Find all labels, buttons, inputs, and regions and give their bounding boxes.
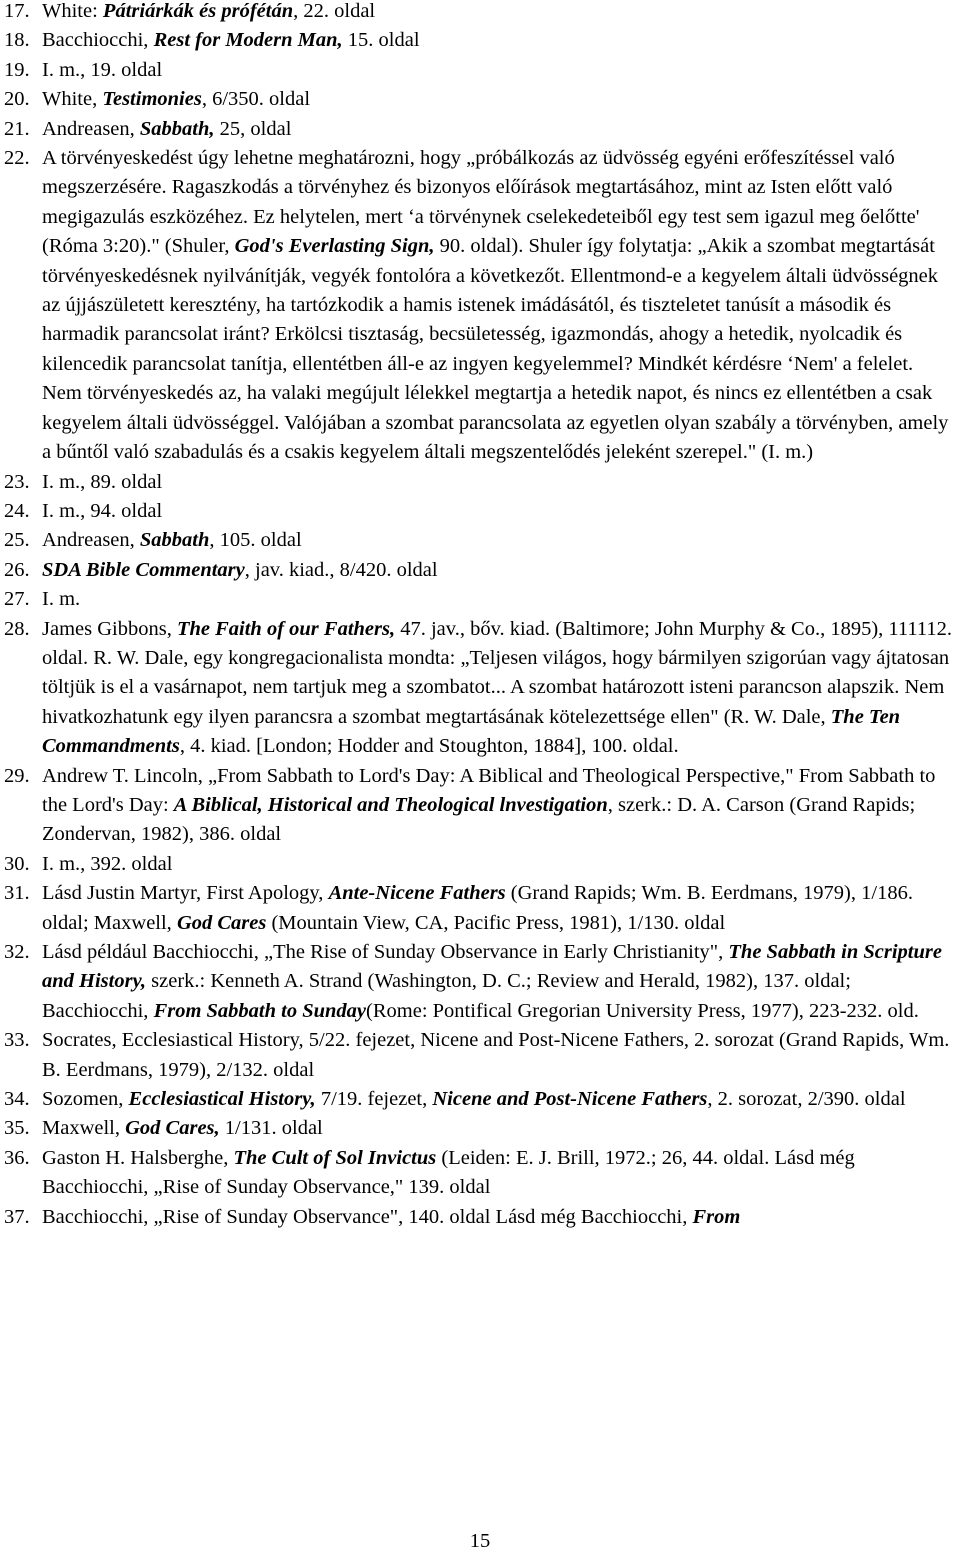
endnote-text: [42, 526, 956, 555]
endnote-number: 27.: [4, 588, 30, 611]
endnote-text: [42, 0, 956, 26]
endnote-text: [42, 1144, 956, 1203]
endnote-text-run: Lásd Justin Martyr, First Apology,: [42, 882, 329, 905]
endnote-text-run: szerk.: Kenneth A. Strand (Washington, D. C.; Review and Herald, 1982), 137. oldal; Bacchiocchi,: [42, 970, 851, 1022]
endnote-text-run: Gaston H. Halsberghe,: [42, 1146, 234, 1169]
endnote-number: 18.: [4, 29, 30, 52]
endnote-text-run: , 2. sorozat, 2/390. oldal: [707, 1088, 906, 1111]
endnote-title-run: A Biblical, Historical and Theological lnvestigation: [173, 793, 608, 816]
endnote-item: [4, 1085, 956, 1114]
endnote-title-run: Ecclesiastical History,: [128, 1088, 316, 1111]
endnote-text: [42, 56, 956, 85]
endnote-title-run: The Cult of Sol Invictus: [233, 1146, 437, 1169]
endnote-number: 20.: [4, 88, 30, 111]
endnote-text: [42, 468, 956, 497]
endnote-title-run: Rest for Modern Man,: [153, 29, 343, 52]
endnote-text-run: , 6/350. oldal: [201, 88, 311, 111]
endnote-text-run: Socrates, Ecclesiastical History, 5/22. fejezet, Nicene and Post-Nicene Fathers, 2. sorozat (Grand Rapids, Wm. B. Eerdmans, 1979), 2/132. oldal: [42, 1029, 950, 1081]
endnote-number: 25.: [4, 529, 30, 552]
endnote-item: [4, 615, 956, 762]
endnote-text: [42, 497, 956, 526]
endnote-text-run: I. m., 94. oldal: [42, 499, 163, 522]
endnote-text: [42, 144, 956, 467]
endnote-number: 37.: [4, 1205, 30, 1228]
endnote-number: 29.: [4, 764, 30, 787]
endnote-item: [4, 879, 956, 938]
endnote-item: [4, 0, 956, 26]
endnote-text-run: I. m., 392. oldal: [42, 852, 173, 875]
endnote-number: 28.: [4, 617, 30, 640]
endnote-text-run: , szerk.: D. A. Carson (Grand Rapids; Zondervan, 1982), 386. oldal: [42, 793, 916, 846]
endnote-item: [4, 1144, 956, 1203]
endnote-item: [4, 585, 956, 614]
endnote-item: [4, 26, 956, 55]
endnote-number: 32.: [4, 941, 30, 963]
endnote-title-run: God's Everlasting Sign,: [234, 235, 435, 258]
endnote-text: [42, 85, 956, 114]
endnote-text-run: I. m.: [42, 588, 81, 611]
endnote-text: [42, 615, 956, 762]
endnote-text-run: Andreasen,: [42, 529, 140, 552]
endnote-title-run: Ante-Nicene Fathers: [328, 882, 506, 905]
endnote-text: [42, 26, 956, 55]
endnote-text-run: 15. oldal: [342, 29, 420, 52]
endnote-item: [4, 938, 956, 1026]
endnote-text-run: (Rome: Pontifical Gregorian University Press, 1977), 223-232. old.: [366, 999, 919, 1022]
endnote-item: [4, 850, 956, 879]
endnote-item: [4, 1026, 956, 1085]
endnote-number: 23.: [4, 470, 30, 493]
endnote-text-run: Sozomen,: [42, 1088, 129, 1111]
endnote-title-run: The Faith of our Fathers,: [176, 617, 396, 640]
endnote-number: 33.: [4, 1029, 30, 1052]
endnote-title-run: Nicene and Post-Nicene Fathers: [432, 1088, 708, 1111]
endnote-text-run: I. m., 89. oldal: [42, 470, 163, 493]
endnote-title-run: God Cares: [176, 911, 267, 934]
endnote-number: 36.: [4, 1146, 30, 1169]
endnote-text: [42, 850, 956, 879]
endnote-text-run: Maxwell,: [42, 1117, 126, 1140]
endnote-number: 22.: [4, 147, 30, 170]
endnote-text-run: , 105. oldal: [209, 529, 302, 552]
endnote-item: [4, 556, 956, 585]
endnote-text-run: Lásd például Bacchiocchi, „The Rise of Sunday Observance in Early Christianity",: [42, 941, 729, 963]
endnote-text: [42, 585, 956, 614]
endnote-item: [4, 526, 956, 555]
endnote-text-run: 1/131. oldal: [219, 1117, 323, 1140]
endnote-text-run: White,: [42, 88, 103, 111]
endnote-text-run: 25, oldal: [214, 117, 292, 140]
endnote-title-run: SDA Bible Commentary: [42, 558, 245, 581]
endnote-title-run: Sabbath: [139, 529, 210, 552]
endnote-text-run: Andrew T. Lincoln, „From Sabbath to Lord's Day: A Biblical and Theological Perspective," From Sabbath to the Lord's Day:: [42, 764, 936, 816]
endnote-number: 35.: [4, 1117, 30, 1140]
endnote-text-run: James Gibbons,: [42, 617, 177, 640]
endnote-text-run: , 4. kiad. [London; Hodder and Stoughton, 1884], 100. oldal.: [179, 735, 679, 758]
endnote-text-run: White:: [42, 0, 103, 22]
endnote-text: [42, 1114, 956, 1143]
endnote-text: [42, 879, 956, 938]
endnote-item: [4, 468, 956, 497]
endnote-text-run: (Grand Rapids; Wm. B. Eerdmans, 1979), 1/186. oldal; Maxwell,: [42, 882, 913, 934]
endnote-number: 19.: [4, 58, 30, 81]
endnote-text-run: I. m., 19. oldal: [42, 58, 163, 81]
endnote-number: 30.: [4, 852, 30, 875]
endnote-text-run: Andreasen,: [42, 117, 140, 140]
endnote-text-run: 90. oldal). Shuler így folytatja: „Akik a szombat megtartását törvényeskedésnek nyilvánítják, vegyék fontolóra a következőt. Ellentmond-e a kegyelem általi üdvösségnek az újjászületett keresztény, ha tartózkodik a hamis istenek imádásától, és tiszteletet tanúsít a második és harmadik parancsolat iránt? Erkölcsi tisztaság, becsületesség, igazmondás, ahogy a hetedik, nyolcadik és kilencedik parancsolat tanítja, ellentétben áll-e az ingyen kegyelemmel? Mindkét kérdésre ‘Nem' a felelet. Nem törvényeskedés az, ha valaki megújult lélekkel megtartja a hetedik napot, és nincs ez ellentétben a csak kegyelem általi üdvösséggel. Valójában a szombat parancsolata az egyetlen olyan szabály a törvényben, amely a bűntől való szabadulás és a csakis kegyelem általi megszentelődés jeleként szerepel." (I. m.): [42, 235, 949, 464]
endnote-number: 17.: [4, 0, 30, 22]
endnote-item: [4, 1114, 956, 1143]
endnote-text-run: (Leiden: E. J. Brill, 1972.; 26, 44. oldal. Lásd még Bacchiocchi, „Rise of Sunday Observance," 139. oldal: [42, 1146, 855, 1199]
endnote-text: [42, 1026, 956, 1085]
endnote-number: 34.: [4, 1088, 30, 1111]
endnote-number: 26.: [4, 558, 30, 581]
endnote-text: [42, 1203, 956, 1232]
endnote-text-run: A törvényeskedést úgy lehetne meghatározni, hogy „próbálkozás az üdvösség egyéni erőfeszítéssel való megszerzésére. Ragaszkodás a törvényhez és bizonyos előírások megtartásához, mint az Isten előtt való megigazulás eszközéhez. Ez helytelen, mert ‘a törvénynek cselekedeteiből egy test sem igazul meg őelőtte' (Róma 3:20)." (Shuler,: [42, 147, 920, 258]
endnote-text-run: Bacchiocchi, „Rise of Sunday Observance", 140. oldal Lásd még Bacchiocchi,: [42, 1205, 693, 1228]
endnotes-list: [4, 0, 956, 1232]
endnote-title-run: The Sabbath in Scripture and History,: [42, 941, 942, 993]
endnote-text-run: 7/19. fejezet,: [315, 1088, 433, 1111]
endnote-item: [4, 1203, 956, 1232]
endnote-number: 31.: [4, 882, 30, 905]
endnote-item: [4, 115, 956, 144]
endnote-text: [42, 115, 956, 144]
endnote-item: [4, 762, 956, 850]
endnote-text-run: Bacchiocchi,: [42, 29, 154, 52]
endnote-text: [42, 1085, 956, 1114]
endnote-text-run: , jav. kiad., 8/420. oldal: [244, 558, 438, 581]
endnote-item: [4, 497, 956, 526]
endnote-item: [4, 56, 956, 85]
endnote-number: 24.: [4, 499, 30, 522]
endnote-title-run: From Sabbath to Sunday: [153, 999, 367, 1022]
endnote-text: [42, 556, 956, 585]
endnote-text-run: , 22. oldal: [293, 0, 376, 22]
endnote-item: [4, 144, 956, 467]
endnote-title-run: From: [692, 1205, 741, 1228]
endnote-text-run: 47. jav., bőv. kiad. (Baltimore; John Murphy & Co., 1895), 111112. oldal. R. W. Dale, egy kongregacionalista mondta: „Teljesen világos, hogy bármilyen szigorúan vagy ájtatosan töltjük is el a vasárnapot, nem tartjuk meg a szombatot... A szombat határozott isteni parancson alapszik. Nem hivatkozhatunk egy ilyen parancsra a szombat megtartásának kötelezettsége ellen" (R. W. Dale,: [42, 617, 952, 728]
endnote-title-run: Sabbath,: [139, 117, 215, 140]
endnote-item: [4, 85, 956, 114]
page-number: 15: [469, 1530, 491, 1552]
endnote-title-run: The Ten Commandments: [42, 705, 901, 758]
endnote-text: [42, 762, 956, 850]
endnote-number: 21.: [4, 117, 30, 140]
endnote-text: [42, 938, 956, 1026]
endnote-title-run: Testimonies: [102, 88, 202, 111]
endnote-text-run: (Mountain View, CA, Pacific Press, 1981), 1/130. oldal: [266, 911, 726, 934]
endnote-title-run: God Cares,: [125, 1117, 220, 1140]
endnote-title-run: Pátriárkák és prófétán: [102, 0, 294, 22]
